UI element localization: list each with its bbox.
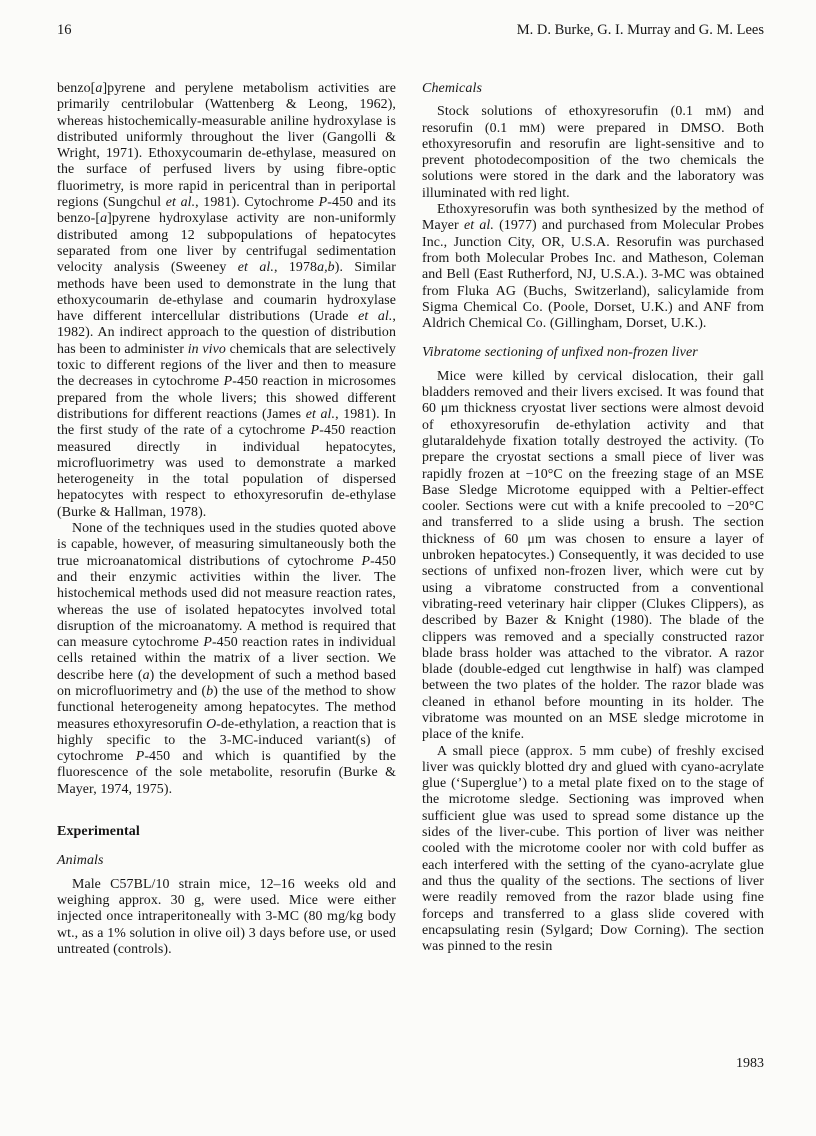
body-paragraph: None of the techniques used in the studies quoted above is capable, however, of measuring simultaneously both the true microanatomical distributions of cytochrome P-450 and their enzymic activities within the liver. The histochemical methods used did not measure reaction rates, whereas the use of isolated hepatocytes involved total disruption of the microanatomy. A method is required that can measure cytochrome P-450 reaction rates in individual cells retained within the matrix of a liver section. We describe here (a) the development of such a method based on microfluorimetry and (b) the use of the method to show functional heterogeneity among hepatocytes. The method measures ethoxyresorufin O-de-ethylation, a reaction that is highly specific to the 3-MC-induced variant(s) of cytochrome P-450 and which is quantified by the fluorescence of the sole metabolite, resorufin (Burke & Mayer, 1974, 1975). — [57, 521, 397, 797]
page-footer — [736, 1056, 764, 1072]
smallcap-run: M — [530, 122, 541, 135]
italic-run: et al. — [165, 195, 196, 211]
page-header — [57, 22, 764, 39]
italic-run: a — [100, 211, 108, 227]
two-column-layout — [57, 81, 764, 958]
italic-run: a — [142, 667, 150, 683]
publication-year: 1983 — [736, 1056, 764, 1071]
section-heading: Experimental — [57, 824, 140, 840]
italic-run: a — [95, 81, 103, 96]
italic-run: P — [203, 635, 212, 651]
italic-run: P — [318, 195, 328, 211]
left-column — [57, 81, 396, 958]
body-paragraph: Ethoxyresorufin was both synthesized by the method of Mayer et al. (1977) and purchased from Molecular Probes Inc., Junction City, OR, U.S.A. Resorufin was purchased from both Molecular Probes Inc. and Matheson, Coleman and Bell (East Rutherford, NJ, U.S.A.). 3-MC was obtained from Fluka AG (Buchs, Switzerland), salicylamide from Sigma Chemical Co. (Poole, Dorset, U.K.) and ANF from Aldrich Chemical Co. (Gillingham, Dorset, U.K.). — [422, 202, 764, 332]
subsection-heading: Vibratome sectioning of unfixed non-frozen liver — [422, 345, 698, 361]
italic-run: b — [206, 683, 214, 699]
italic-run: P — [135, 749, 145, 765]
page-number: 16 — [57, 22, 72, 38]
subsection-heading: Animals — [57, 853, 104, 869]
italic-run: et al. — [358, 309, 393, 325]
subsection-heading: Chemicals — [422, 81, 483, 96]
body-paragraph: benzo[a]pyrene and perylene metabolism activities are primarily centrilobular (Wattenberg & Leong, 1962), whereas histochemically-measurable aniline hydroxylase is distributed uniformly throughout the liver (Gangolli & Wright, 1971). Ethoxycoumarin de-ethylase, measured on the surface of perfused livers by using fibre-optic fluorimetry, is more rapid in pericentral than in periportal regions (Sungchul et al., 1981). Cytochrome P-450 and its benzo-[a]pyrene hydroxylase activity are non-uniformly distributed among 12 subpopulations of hepatocytes separated from one liver by centrifugal sedimentation velocity analysis (Sweeney et al., 1978a,b). Similar methods have been used to demonstrate in the lung that ethoxycoumarin de-ethylase and coumarin hydroxylase have different intercellular distributions (Urade et al., 1982). An indirect approach to the question of distribution has been to administer in vivo chemicals that are selectively toxic to different regions of the liver and then to measure the decreases in cytochrome P-450 reaction in microsomes prepared from the whole livers; this showed different distributions for different reactions (James et al., 1981). In the first study of the rate of a cytochrome P-450 reaction measured directly in individual hepatocytes, microfluorimetry was used to demonstrate a marked heterogeneity in the total population of dispersed hepatocytes with respect to ethoxyresorufin de-ethylase (Burke & Hallman, 1978). — [57, 81, 397, 520]
italic-run: P — [223, 374, 233, 390]
running-head-authors: M. D. Burke, G. I. Murray and G. M. Lees — [516, 22, 764, 38]
italic-run: et al. — [463, 218, 494, 234]
italic-run: et al. — [237, 260, 274, 276]
italic-run: P — [361, 553, 371, 569]
body-paragraph: Stock solutions of ethoxyresorufin (0.1 mM) and resorufin (0.1 mM) were prepared in DMSO. Both ethoxyresorufin and resorufin are light-sensitive and to prevent photodecomposition of the two chemicals the solutions were stored in the dark and the laboratory was illuminated with red light. — [422, 104, 765, 201]
italic-run: P — [310, 423, 320, 439]
italic-run: a,b — [317, 260, 335, 276]
smallcap-run: M — [716, 106, 727, 119]
right-column — [422, 81, 764, 958]
italic-run: O — [206, 716, 217, 732]
body-paragraph: Mice were killed by cervical dislocation, their gall bladders removed and their livers excised. It was found that 60 μm thickness cryostat liver sections were almost devoid of ethoxyresorufin de-ethylation activity and that glutaraldehyde fixation totally destroyed the activity. (To prepare the cryostat sections a small piece of liver was rapidly frozen at −10°C on the freezing stage of an MSE Base Sledge Microtome equipped with a Peltier-effect cooler. Sections were cut with a knife precooled to −20°C and transferred to a slide using a brush. The section thickness of 60 μm was chosen to ensure a layer of unbroken hepatocytes.) Consequently, it was decided to use sections of unfixed non-frozen liver, which were cut by using a vibratome constructed from a conventional vibrating-reed veterinary hair clipper (Clukes Clippers), as described by Bazer & Knight (1980). The blade of the clippers was removed and a specially constructed razor blade brass holder was attached to the vibrator. A razor blade (double-edged cut lengthwise in half) was clamped between the two plates of the holder. The razor blade was cleaned in ethanol before mounting in its holder. The vibratome was mounted on an MSE sledge microtome in place of the knife. — [422, 368, 764, 743]
body-paragraph: Male C57BL/10 strain mice, 12–16 weeks old and weighing approx. 30 g, were used. Mice were either injected once intraperitoneally with 3-MC (80 mg/kg body wt., as a 1% solution in olive oil) 3 days before use, or used untreated (controls). — [57, 876, 396, 957]
body-paragraph: A small piece (approx. 5 mm cube) of freshly excised liver was quickly blotted dry and glued with cyano-acrylate glue (‘Superglue’) to a metal plate fixed on to the stage of the microtome sledge. Sectioning was improved when sufficient glue was used to spread some distance up the sides of the liver-cube. This portion of liver was neither cooled with the microtome cooler nor with cold buffer as each interfered with the setting of the cyano-acrylate glue and thus the quality of the sections. The sections of liver were readily removed from the razor blade using fine forceps and transferred to a glass slide covered with encapsulating resin (Sylgard; Dow Corning). The section was pinned to the resin — [422, 743, 764, 955]
italic-run: et al. — [305, 406, 336, 422]
italic-run: in vivo — [187, 341, 226, 357]
